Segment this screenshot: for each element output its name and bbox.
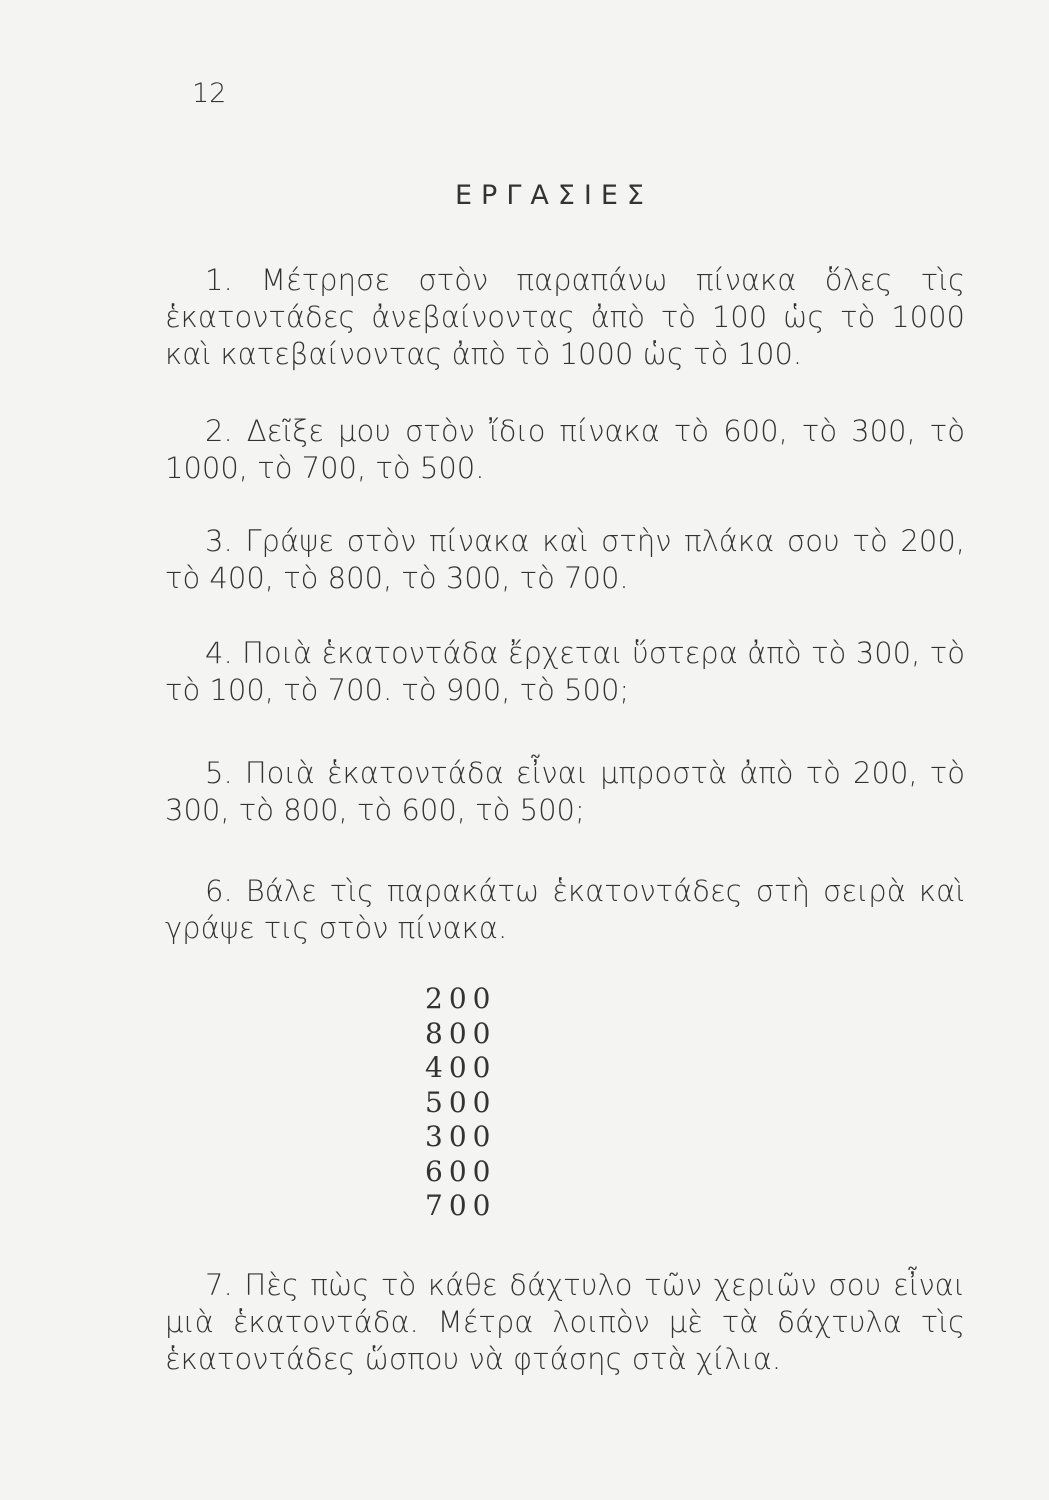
exercise-6 bbox=[165, 873, 965, 947]
exercise-number: 7. bbox=[205, 1268, 233, 1302]
exercise-text: Δεῖξε μου στὸν ἴδιο πίνακα τὸ 600, τὸ 300, τὸ 1000, τὸ 700, τὸ 500. bbox=[165, 414, 965, 485]
list-item: 800 bbox=[425, 1016, 497, 1050]
section-heading: ΕΡΓΑΣΙΕΣ bbox=[455, 180, 653, 211]
exercise-number: 4. bbox=[205, 636, 233, 670]
page-number: 12 bbox=[192, 78, 227, 109]
list-item: 400 bbox=[425, 1051, 497, 1084]
exercise-3 bbox=[165, 523, 965, 597]
exercise-1 bbox=[165, 262, 965, 373]
list-item: 600 bbox=[425, 1154, 497, 1188]
exercise-text: Ποιὰ ἑκατοντάδα εἶναι μπροστὰ ἀπὸ τὸ 200, τὸ 300, τὸ 800, τὸ 600, τὸ 500; bbox=[165, 756, 965, 827]
exercise-text: Βάλε τὶς παρακάτω ἑκατοντάδες στὴ σειρὰ καὶ γράψε τις στὸν πίνακα. bbox=[165, 874, 965, 945]
list-item: 200 bbox=[425, 982, 497, 1015]
exercise-7 bbox=[165, 1267, 965, 1378]
exercise-number: 5. bbox=[205, 756, 233, 790]
exercise-number: 1. bbox=[205, 263, 233, 297]
exercise-text: Γράψε στὸν πίνακα καὶ στὴν πλάκα σου τὸ 200, τὸ 400, τὸ 800, τὸ 300, τὸ 700. bbox=[165, 524, 966, 595]
list-item: 500 bbox=[425, 1085, 497, 1119]
exercise-text: Μέτρησε στὸν παραπάνω πίνακα ὅλες τὶς ἑκατοντάδες ἀνεβαίνοντας ἀπὸ τὸ 100 ὡς τὸ 1000 καὶ κατεβαίνοντας ἀπὸ τὸ 1000 ὡς τὸ 100. bbox=[165, 263, 965, 371]
list-item: 700 bbox=[425, 1189, 497, 1222]
exercise-5 bbox=[165, 755, 965, 829]
exercise-number: 3. bbox=[205, 524, 233, 558]
exercise-4 bbox=[165, 635, 965, 709]
list-item: 300 bbox=[425, 1120, 497, 1153]
exercise-2 bbox=[165, 413, 965, 487]
exercise-number: 6. bbox=[205, 874, 233, 908]
exercise-text: Πὲς πὼς τὸ κάθε δάχτυλο τῶν χεριῶν σου εἶναι μιὰ ἑκατοντάδα. Μέτρα λοιπὸν μὲ τὰ δάχτυλα τὶς ἑκατοντάδες ὥσπου νὰ φτάσης στὰ χίλια. bbox=[165, 1268, 965, 1376]
hundreds-list bbox=[425, 982, 496, 1224]
exercise-text: Ποιὰ ἑκατοντάδα ἔρχεται ὕστερα ἀπὸ τὸ 300, τὸ τὸ 100, τὸ 700. τὸ 900, τὸ 500; bbox=[165, 636, 965, 707]
exercise-number: 2. bbox=[205, 414, 233, 448]
